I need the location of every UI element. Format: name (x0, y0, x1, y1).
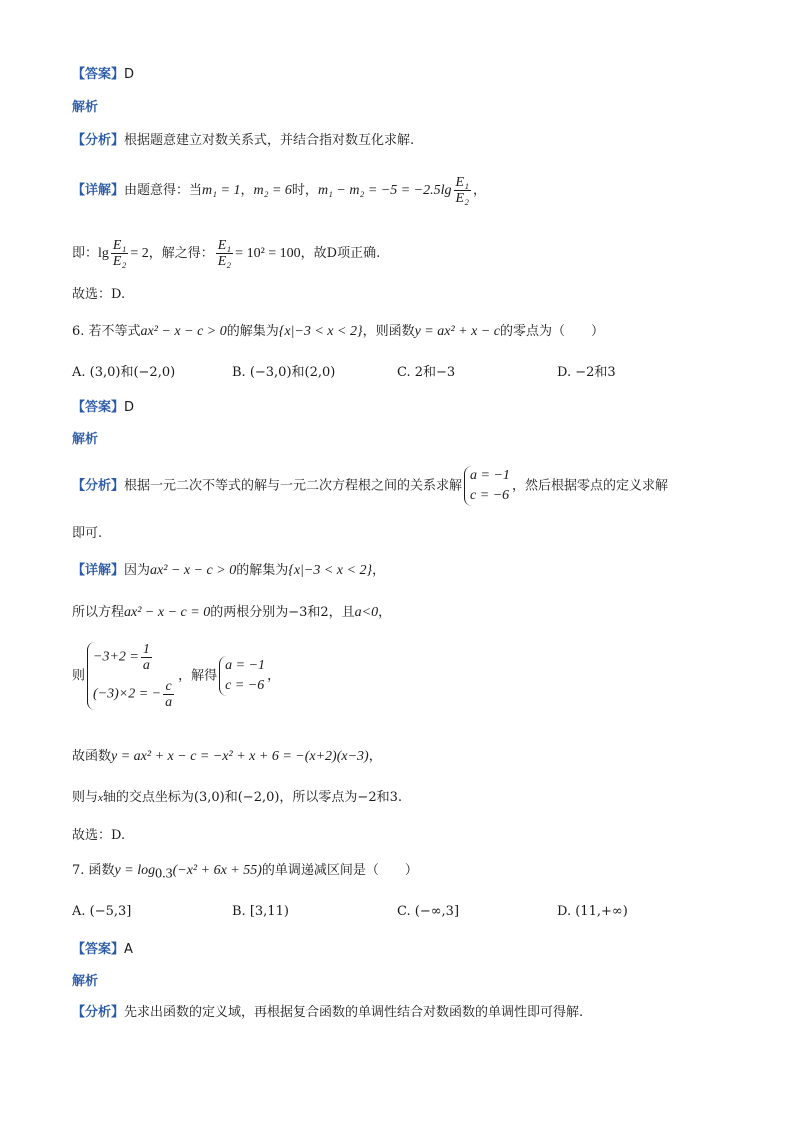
answer-value: D (124, 67, 135, 82)
fraction: $\frac{1}{a}$ (142, 642, 150, 673)
fraction: $\frac{\text{E₁}}{\text{E₂}}$ (455, 175, 469, 206)
q6-answer-line: 【答案】D (72, 400, 135, 415)
q6-zero-line: 则与x轴的交点坐标为(3,0)和(−2,0)，所以零点为−2和3. (72, 790, 403, 805)
q7-option-a: A. (−5,3] (72, 904, 132, 919)
fraction: $\frac{\text{E₁}}{\text{E₂}}$ (112, 238, 127, 269)
prev-analysis-heading: 解析 (72, 100, 99, 115)
fraction: $\frac{\text{E₁}}{\text{E₂}}$ (217, 238, 232, 269)
equation-system: a = −1 c = −6 (219, 656, 265, 696)
q7-answer-line: 【答案】A (72, 942, 133, 957)
prev-answer-line (72, 65, 734, 85)
q6-function-line: 故函数y = ax² + x − c = −x² + x + 6 = −(x+2)(x−3)， (72, 749, 382, 764)
q7-analysis-line: 【分析】先求出函数的定义域，再根据复合函数的单调性结合对数函数的单调性即可得解. (72, 1005, 584, 1020)
q7-stem: 7. 函数$y = \log_{0.3}(-x^2 + 6x + 55)$的单调递减区间是（ ） (72, 863, 418, 882)
prev-detail-line: 【详解】由题意得：当m₁ = 1，m₂ = 6时，m₁ − m₂ = −5 = −2.5lg $\frac{\text{E₁}}{\text{E₂}}$ ， (72, 175, 486, 206)
q6-option-d: D. −2和3 (557, 365, 616, 380)
q7-analysis-heading: 解析 (72, 974, 99, 989)
prev-step-line: 即：lg $\frac{\text{E₁}}{\text{E₂}}$ = 2，解之得： $\frac{\text{E₁}}{\text{E₂}}$ = 10² = 100，故D项正确. (72, 238, 381, 269)
q6-analysis-heading: 解析 (72, 432, 99, 447)
q6-analysis-line: 【分析】根据一元二次不等式的解与一元二次方程根之间的关系求解 a = −1 c = −6 ，然后根据零点的定义求解 (72, 466, 734, 506)
equation-system: a = −1 c = −6 (464, 466, 510, 506)
q6-stem: 6. 若不等式ax² − x − c > 0的解集为{x|−3 < x < 2}，则函数y = ax² + x − c的零点为（ ） (72, 324, 605, 339)
q6-system-line: 则 −3+2 = $\frac{1}{a}$ (−3)×2 = − $\frac{c}{a}$ ，解得 a = −1 c = −6 ， (72, 642, 281, 710)
q6-option-a: A. (3,0)和(−2,0) (72, 365, 176, 380)
q6-choose-line: 故选：D. (72, 828, 126, 843)
fraction: $\frac{c}{a}$ (165, 679, 173, 710)
q7-option-b: B. [3,11) (232, 904, 289, 919)
equation-system: −3+2 = $\frac{1}{a}$ (−3)×2 = − $\frac{c}{a}$ (87, 642, 176, 710)
q6-option-b: B. (−3,0)和(2,0) (232, 365, 336, 380)
prev-choose-line: 故选：D. (72, 287, 126, 302)
q6-detail-line: 【详解】因为ax² − x − c > 0的解集为{x|−3 < x < 2}， (72, 563, 386, 578)
q6-option-c: C. 2和−3 (397, 365, 456, 380)
q6-analysis-line-2: 即可. (72, 526, 103, 541)
q7-option-d: D. (11,+∞) (557, 904, 628, 919)
prev-analysis-line: 【分析】根据题意建立对数关系式，并结合指对数互化求解. (72, 133, 415, 148)
q7-option-c: C. (−∞,3] (397, 904, 460, 919)
q6-roots-line: 所以方程ax² − x − c = 0的两根分别为−3和2，且a<0， (72, 605, 392, 620)
answer-tag: 【答案】 (72, 67, 125, 82)
